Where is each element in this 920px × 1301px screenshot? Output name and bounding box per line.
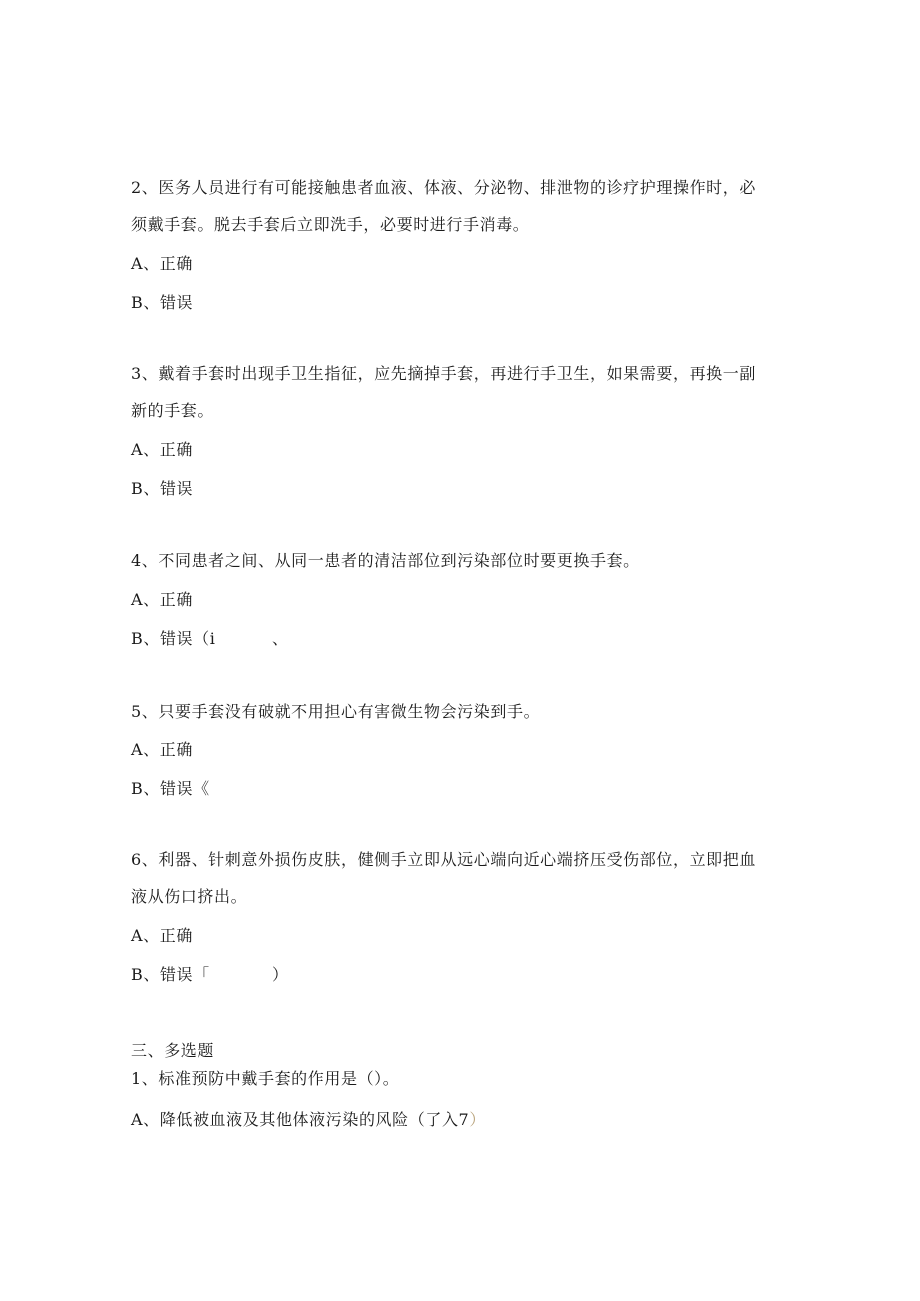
question-6-option-b: B、错误「 [131, 965, 210, 984]
mc-question-1-option-a-tail: ） [469, 1110, 486, 1129]
section-heading-multiple-choice: 三、多选题 [131, 1041, 215, 1060]
question-5-option-a: A、正确 [131, 740, 193, 759]
question-4-option-a: A、正确 [131, 590, 193, 609]
question-3-stem-line-1: 3、戴着手套时出现手卫生指征，应先摘掉手套，再进行手卫生，如果需要，再换一副 [131, 364, 756, 383]
question-4-option-b-tail: 、 [272, 629, 289, 648]
question-6-stem-line-1: 6、利器、针刺意外损伤皮肤，健侧手立即从远心端向近心端挤压受伤部位，立即把血 [131, 850, 756, 869]
question-2-option-b: B、错误 [131, 293, 194, 312]
question-5-option-b: B、错误《 [131, 779, 210, 798]
question-3-option-a: A、正确 [131, 440, 193, 459]
question-6-stem-line-2: 液从伤口挤出。 [131, 887, 248, 906]
question-6-option-a: A、正确 [131, 926, 193, 945]
question-2-stem-line-2: 须戴手套。脱去手套后立即洗手，必要时进行手消毒。 [131, 215, 530, 234]
mc-question-1-stem: 1、标准预防中戴手套的作用是（）。 [131, 1069, 400, 1088]
question-4-stem: 4、不同患者之间、从同一患者的清洁部位到污染部位时要更换手套。 [131, 551, 640, 570]
mc-question-1-option-a-text: A、降低被血液及其他体液污染的风险（了入7 [131, 1110, 470, 1129]
mc-question-1-option-a [131, 1110, 486, 1130]
question-2-stem-line-1: 2、医务人员进行有可能接触患者血液、体液、分泌物、排泄物的诊疗护理操作时，必 [131, 178, 756, 197]
question-3-stem-line-2: 新的手套。 [131, 401, 215, 420]
question-5-stem: 5、只要手套没有破就不用担心有害微生物会污染到手。 [131, 702, 541, 721]
question-2-option-a: A、正确 [131, 254, 193, 273]
question-3-option-b: B、错误 [131, 479, 194, 498]
question-4-option-b: B、错误（i [131, 629, 216, 648]
question-6-option-b-tail: ） [272, 965, 289, 984]
